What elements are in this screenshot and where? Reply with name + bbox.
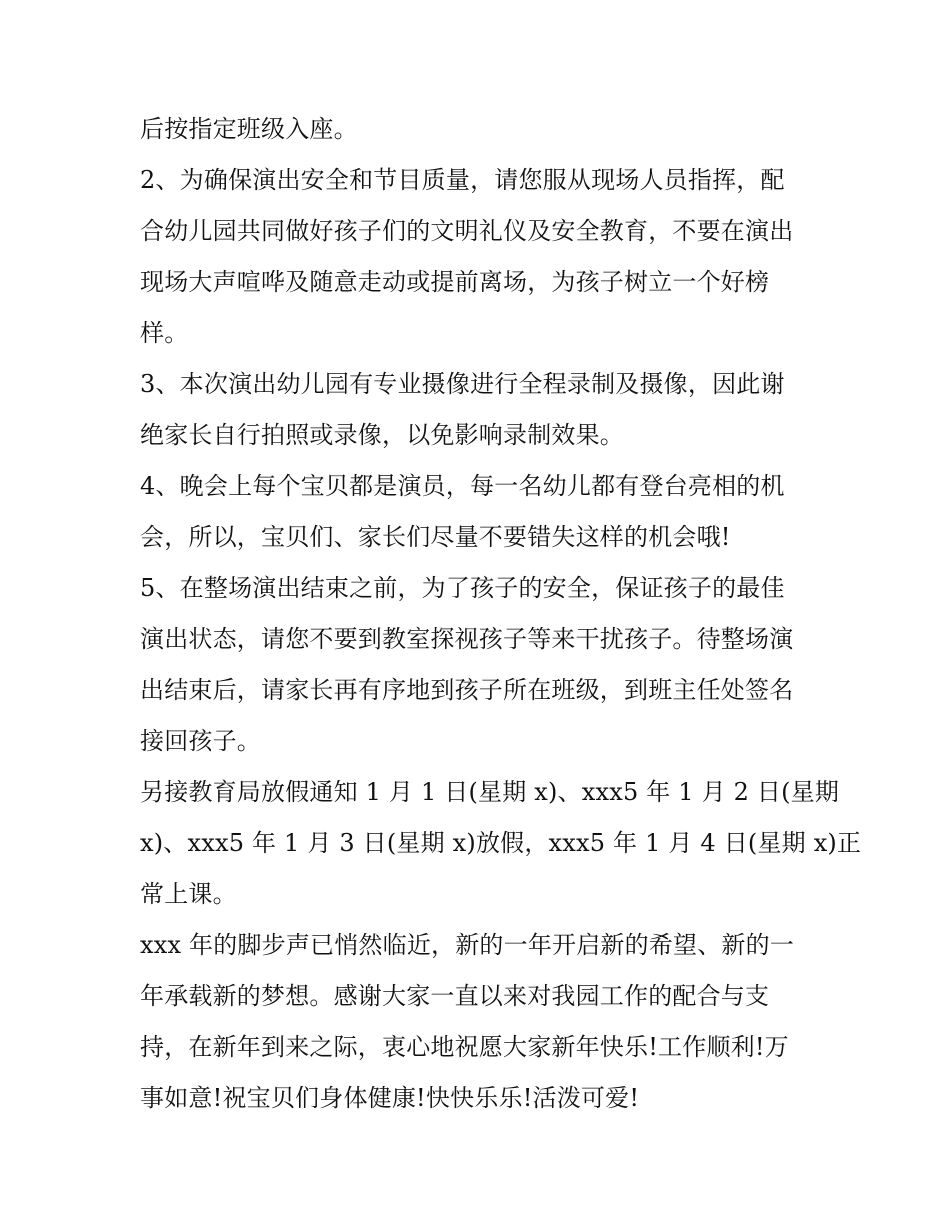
text-line: 会，所以，宝贝们、家长们尽量不要错失这样的机会哦!: [140, 523, 731, 551]
text-line: xxx 年的脚步声已悄然临近，新的一年开启新的希望、新的一: [140, 931, 795, 959]
text-line: 出结束后，请家长再有序地到孩子所在班级，到班主任处签名: [140, 676, 794, 704]
text-line: 绝家长自行拍照或录像，以免影响录制效果。: [140, 421, 624, 449]
text-line: 持，在新年到来之际，衷心地祝愿大家新年快乐!工作顺利!万: [140, 1033, 789, 1061]
text-line: 常上课。: [140, 880, 237, 908]
text-line: 合幼儿园共同做好孩子们的文明礼仪及安全教育，不要在演出: [140, 217, 794, 245]
text-line: 演出状态，请您不要到教室探视孩子等来干扰孩子。待整场演: [140, 625, 794, 653]
text-line: 2、为确保演出安全和节目质量，请您服从现场人员指挥，配: [140, 166, 785, 194]
text-line: x)、xxx5 年 1 月 3 日(星期 x)放假，xxx5 年 1 月 4 日(星期 x)正: [140, 829, 862, 857]
text-line: 接回孩子。: [140, 727, 261, 755]
text-line: 3、本次演出幼儿园有专业摄像进行全程录制及摄像，因此谢: [140, 370, 785, 398]
text-line: 样。: [140, 319, 189, 347]
text-line: 另接教育局放假通知 1 月 1 日(星期 x)、xxx5 年 1 月 2 日(星期: [140, 778, 840, 806]
text-line: 5、在整场演出结束之前，为了孩子的安全，保证孩子的最佳: [140, 574, 785, 602]
text-line: 现场大声喧哗及随意走动或提前离场，为孩子树立一个好榜: [140, 268, 770, 296]
text-line: 4、晚会上每个宝贝都是演员，每一名幼儿都有登台亮相的机: [140, 472, 785, 500]
text-line: 后按指定班级入座。: [140, 115, 358, 143]
text-line: 年承载新的梦想。感谢大家一直以来对我园工作的配合与支: [140, 982, 770, 1010]
text-line: 事如意!祝宝贝们身体健康!快快乐乐!活泼可爱!: [140, 1084, 640, 1112]
